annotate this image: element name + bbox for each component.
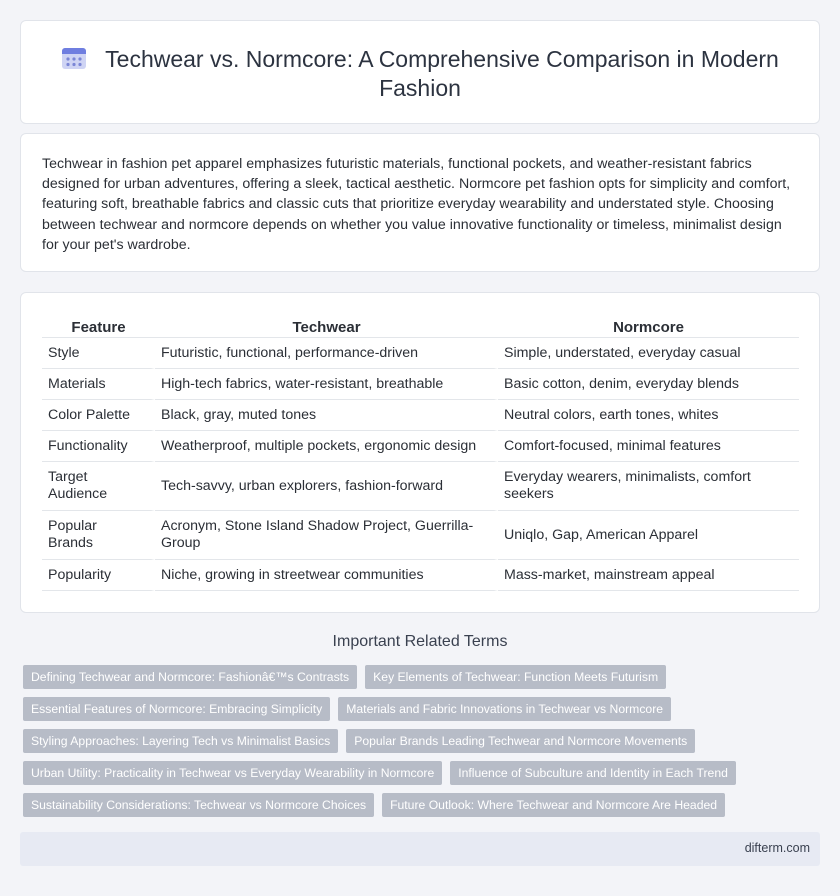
related-term-tag[interactable]: Materials and Fabric Innovations in Techwear vs Normcore <box>338 697 671 721</box>
table-row <box>42 560 799 591</box>
table-row <box>42 462 799 511</box>
footer-site-link[interactable]: difterm.com <box>744 841 810 855</box>
table-cell: Style <box>42 338 155 369</box>
related-term-tag[interactable]: Future Outlook: Where Techwear and Normcore Are Headed <box>382 793 725 817</box>
related-term-tag[interactable]: Urban Utility: Practicality in Techwear vs Everyday Wearability in Normcore <box>23 761 442 785</box>
comparison-table <box>42 316 799 591</box>
table-cell: Acronym, Stone Island Shadow Project, Guerrilla-Group <box>155 511 498 560</box>
related-term-tag[interactable]: Defining Techwear and Normcore: Fashionâ€™s Contrasts <box>23 665 357 689</box>
related-term-tag[interactable]: Styling Approaches: Layering Tech vs Minimalist Basics <box>23 729 338 753</box>
table-cell: Popular Brands <box>42 511 155 560</box>
table-cell: Basic cotton, denim, everyday blends <box>498 369 799 400</box>
header-feature: Feature <box>42 316 155 338</box>
table-cell: Popularity <box>42 560 155 591</box>
table-cell: Comfort-focused, minimal features <box>498 431 799 462</box>
page-title-wrap <box>21 45 819 103</box>
table-cell: Uniqlo, Gap, American Apparel <box>498 511 799 560</box>
intro-card <box>20 133 820 272</box>
table-cell: Materials <box>42 369 155 400</box>
table-row <box>42 338 799 369</box>
related-terms-heading: Important Related Terms <box>332 633 508 650</box>
table-cell: Futuristic, functional, performance-driven <box>155 338 498 369</box>
related-term-tag[interactable]: Key Elements of Techwear: Function Meets Futurism <box>365 665 666 689</box>
table-row <box>42 369 799 400</box>
related-term-tag[interactable]: Popular Brands Leading Techwear and Normcore Movements <box>346 729 695 753</box>
table-cell: Niche, growing in streetwear communities <box>155 560 498 591</box>
related-term-tag[interactable]: Essential Features of Normcore: Embracing Simplicity <box>23 697 330 721</box>
title-card <box>20 20 820 124</box>
related-terms-list <box>23 665 813 825</box>
related-term-tag[interactable]: Sustainability Considerations: Techwear vs Normcore Choices <box>23 793 374 817</box>
footer-bar <box>20 832 820 866</box>
table-cell: Simple, understated, everyday casual <box>498 338 799 369</box>
table-cell: Color Palette <box>42 400 155 431</box>
table-cell: Target Audience <box>42 462 155 511</box>
table-cell: High-tech fabrics, water-resistant, breathable <box>155 369 498 400</box>
table-cell: Weatherproof, multiple pockets, ergonomic design <box>155 431 498 462</box>
header-normcore: Normcore <box>498 316 799 338</box>
calendar-icon <box>61 46 87 70</box>
table-row <box>42 431 799 462</box>
table-cell: Tech-savvy, urban explorers, fashion-forward <box>155 462 498 511</box>
table-cell: Functionality <box>42 431 155 462</box>
comparison-table-card <box>20 292 820 613</box>
table-cell: Mass-market, mainstream appeal <box>498 560 799 591</box>
table-cell: Neutral colors, earth tones, whites <box>498 400 799 431</box>
table-header-row <box>42 316 799 338</box>
intro-paragraph: Techwear in fashion pet apparel emphasizes futuristic materials, functional pockets, and weather-resistant fabrics designed for urban adventures, offering a sleek, tactical aesthetic. Normcore pet fashion opts for simplicity and comfort, featuring soft, breathable fabrics and classic cuts that prioritize everyday wearability and understated style. Choosing between techwear and normcore depends on whether you value innovative functionality or timeless, minimalist design for your pet's wardrobe. <box>42 156 791 253</box>
table-row <box>42 400 799 431</box>
table-cell: Everyday wearers, minimalists, comfort seekers <box>498 462 799 511</box>
header-techwear: Techwear <box>155 316 498 338</box>
page-title: Techwear vs. Normcore: A Comprehensive Comparison in Modern Fashion <box>105 46 779 101</box>
related-term-tag[interactable]: Influence of Subculture and Identity in Each Trend <box>450 761 736 785</box>
table-row <box>42 511 799 560</box>
table-cell: Black, gray, muted tones <box>155 400 498 431</box>
